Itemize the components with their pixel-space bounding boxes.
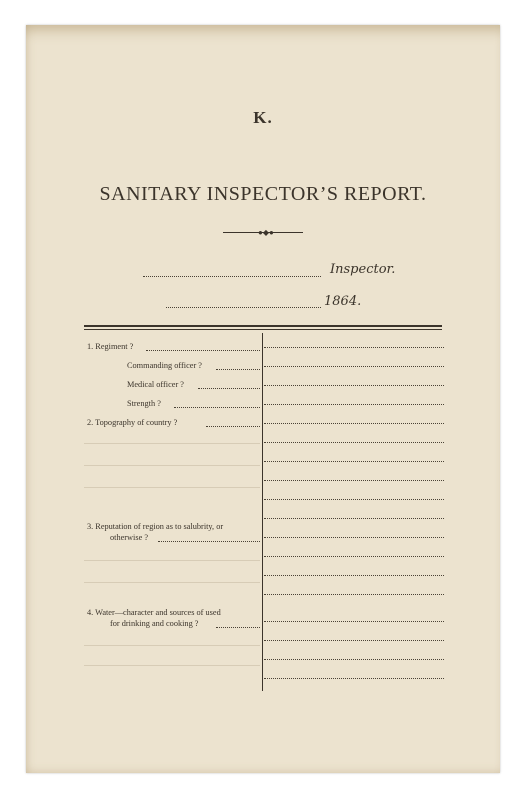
question-topography-dots [206, 426, 260, 427]
question-strength-dots [174, 407, 260, 408]
answer-line [264, 442, 444, 443]
question-medical-officer: Medical officer ? [127, 380, 184, 389]
column-divider [262, 333, 263, 691]
answer-line [264, 537, 444, 538]
inspector-name-line [143, 276, 321, 277]
question-strength: Strength ? [127, 399, 161, 408]
answer-line [264, 385, 444, 386]
title-ornament-dots: ●◆● [258, 228, 274, 237]
document-page [26, 25, 500, 773]
left-blank-line [84, 645, 260, 646]
answer-line [264, 347, 444, 348]
left-blank-line [84, 582, 260, 583]
left-blank-line [84, 487, 260, 488]
answer-line [264, 621, 444, 622]
answer-line [264, 499, 444, 500]
left-blank-line [84, 665, 260, 666]
answer-line [264, 575, 444, 576]
answer-line [264, 461, 444, 462]
report-title: SANITARY INSPECTOR’S REPORT. [99, 183, 427, 205]
year-label: 1864. [324, 294, 362, 309]
left-blank-line [84, 465, 260, 466]
report-letter: K. [253, 108, 273, 127]
question-water-line2: for drinking and cooking ? [110, 619, 199, 628]
date-line [166, 307, 321, 308]
question-water-line1: 4. Water—character and sources of used [87, 608, 221, 617]
answer-line [264, 594, 444, 595]
question-regiment: 1. Regiment ? [87, 342, 134, 351]
answer-line [264, 659, 444, 660]
question-reputation-dots [158, 541, 260, 542]
question-medical-officer-dots [198, 388, 260, 389]
answer-line [264, 640, 444, 641]
answer-line [264, 404, 444, 405]
answer-line [264, 556, 444, 557]
inspector-label: Inspector. [330, 262, 396, 277]
answer-line [264, 480, 444, 481]
question-reputation-line2: otherwise ? [110, 533, 149, 542]
answer-line [264, 678, 444, 679]
question-reputation-line1: 3. Reputation of region as to salubrity, or [87, 522, 224, 531]
table-top-rule-thin [84, 329, 442, 330]
answer-line [264, 423, 444, 424]
answer-line [264, 518, 444, 519]
answer-line [264, 366, 444, 367]
question-topography: 2. Topography of country ? [87, 418, 178, 427]
left-blank-line [84, 560, 260, 561]
question-commanding-officer: Commanding officer ? [127, 361, 202, 370]
question-commanding-officer-dots [216, 369, 260, 370]
left-blank-line [84, 443, 260, 444]
question-water-dots [216, 627, 260, 628]
question-regiment-dots [146, 350, 260, 351]
table-top-rule [84, 325, 442, 327]
